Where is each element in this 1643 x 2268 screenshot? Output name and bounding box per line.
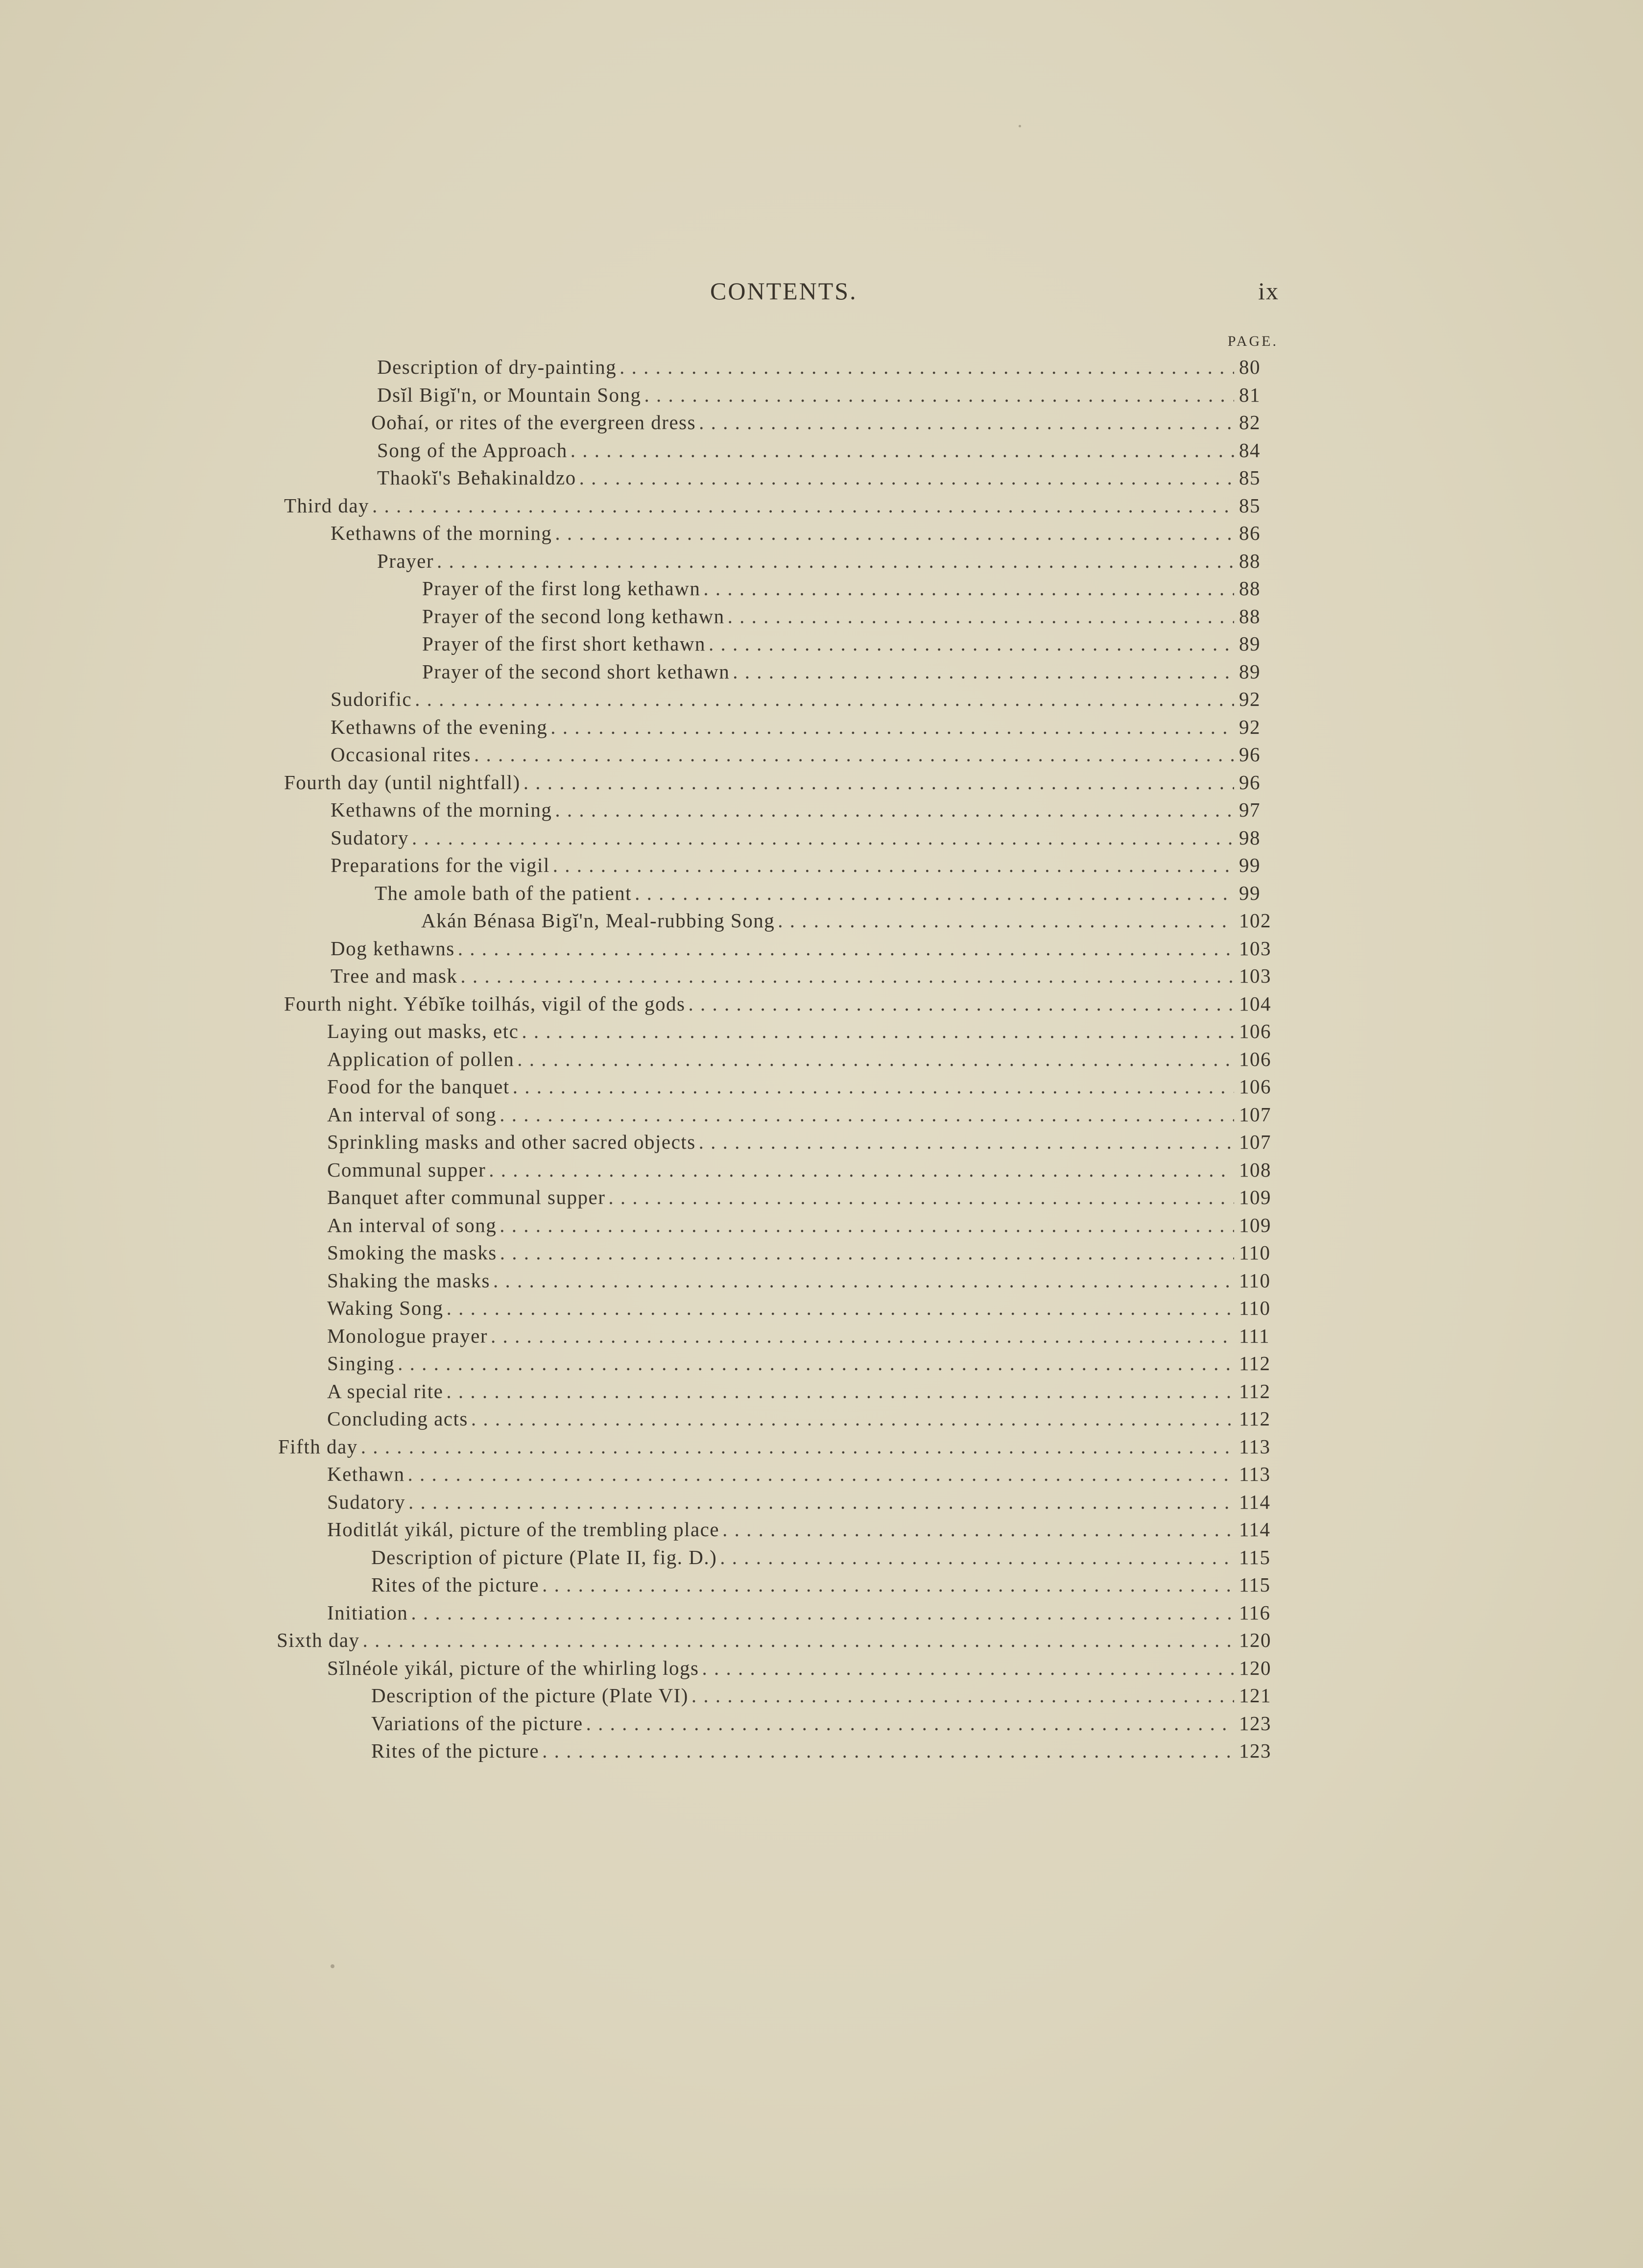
- dot-leader: [733, 660, 1234, 683]
- toc-entry: [375, 881, 1273, 909]
- toc-entry: [331, 937, 1273, 964]
- toc-entry-title: Banquet after communal supper: [327, 1186, 606, 1208]
- toc-entry: [277, 1628, 1273, 1656]
- toc-entry-title: Description of picture (Plate II, fig. D.): [371, 1546, 717, 1568]
- toc-entry: [422, 604, 1273, 632]
- toc-entry: [327, 1185, 1273, 1213]
- dot-leader: [447, 1296, 1234, 1320]
- dot-leader: [553, 853, 1234, 877]
- toc-entry-title: Dog kethawns: [331, 937, 455, 960]
- toc-entry: [327, 1241, 1273, 1268]
- toc-entry: [377, 549, 1273, 577]
- toc-entry-page: 112: [1239, 1352, 1271, 1375]
- toc-entry-page: 106: [1239, 1048, 1271, 1070]
- dot-leader: [579, 466, 1234, 489]
- toc-entry-page: 107: [1239, 1131, 1271, 1153]
- toc-entry: [331, 853, 1273, 881]
- toc-entry: [327, 1269, 1273, 1296]
- dot-leader: [408, 1490, 1234, 1514]
- toc-entry-title: Third day: [284, 494, 370, 517]
- toc-entry-title: An interval of song: [327, 1214, 497, 1236]
- toc-entry: [421, 909, 1273, 936]
- toc-entry-title: Prayer: [377, 550, 434, 572]
- dot-leader: [619, 355, 1234, 379]
- toc-entry-page: 121: [1239, 1684, 1271, 1707]
- dot-leader: [555, 798, 1234, 821]
- toc-entry: [377, 355, 1273, 383]
- toc-entry: [327, 1379, 1273, 1407]
- toc-entry-page: 123: [1239, 1739, 1271, 1762]
- toc-entry-title: Thaokĭ's Beħakinaldzo: [377, 466, 576, 489]
- toc-entry-title: Rites of the picture: [371, 1739, 540, 1762]
- toc-entry-page: 114: [1239, 1491, 1271, 1513]
- dot-leader: [471, 1407, 1234, 1430]
- toc-entry-page: 86: [1239, 522, 1261, 544]
- toc-entry-title: Sudatory: [331, 826, 409, 849]
- toc-entry: [327, 1103, 1273, 1130]
- toc-entry-page: 88: [1239, 577, 1261, 600]
- dot-leader: [372, 494, 1234, 517]
- dot-leader: [699, 1130, 1234, 1154]
- dot-leader: [720, 1545, 1234, 1569]
- dot-leader: [517, 1047, 1234, 1071]
- dot-leader: [437, 549, 1234, 573]
- toc-entry: [284, 494, 1273, 521]
- toc-entry-title: Akán Bénasa Bigĭ'n, Meal-rubbing Song: [421, 909, 775, 932]
- toc-entry-title: Occasional rites: [331, 743, 471, 766]
- toc-entry-title: Shaking the masks: [327, 1269, 490, 1292]
- toc-entry-title: Sprinkling masks and other sacred objects: [327, 1131, 696, 1153]
- toc-entry-page: 89: [1239, 660, 1261, 683]
- toc-entry: [327, 1324, 1273, 1351]
- dot-leader: [703, 577, 1234, 600]
- toc-entry: [377, 383, 1273, 410]
- paper-speck: [331, 1964, 334, 1968]
- dot-leader: [500, 1241, 1234, 1264]
- toc-entry: [327, 1490, 1273, 1518]
- toc-entry-page: 113: [1239, 1463, 1271, 1485]
- toc-entry-title: Laying out masks, etc: [327, 1020, 519, 1042]
- toc-entry-title: Sudatory: [327, 1491, 406, 1513]
- paper-speck: [1019, 125, 1021, 127]
- toc-entry-page: 108: [1239, 1158, 1271, 1181]
- running-title: CONTENTS.: [710, 277, 857, 305]
- toc-entry-page: 112: [1239, 1407, 1271, 1430]
- toc-entry-title: Smoking the masks: [327, 1241, 497, 1264]
- page-column-label: PAGE.: [1227, 333, 1278, 349]
- dot-leader: [778, 909, 1234, 932]
- dot-leader: [513, 1075, 1234, 1098]
- toc-entry: [331, 715, 1273, 743]
- dot-leader: [688, 992, 1234, 1015]
- toc-entry-page: 103: [1239, 965, 1271, 987]
- toc-entry: [377, 466, 1273, 493]
- dot-leader: [398, 1351, 1234, 1375]
- toc-entry-title: Tree and mask: [331, 965, 458, 987]
- toc-entry: [371, 1545, 1273, 1573]
- toc-entry: [331, 964, 1273, 991]
- dot-leader: [524, 771, 1234, 794]
- toc-entry-title: Monologue prayer: [327, 1325, 488, 1347]
- dot-leader: [458, 937, 1234, 960]
- dot-leader: [411, 1601, 1234, 1624]
- toc-entry: [327, 1296, 1273, 1324]
- toc-entry-page: 115: [1239, 1546, 1271, 1568]
- toc-entry-title: Prayer of the first short kethawn: [422, 632, 706, 655]
- toc-entry-title: Hoditlát yikál, picture of the trembling place: [327, 1518, 720, 1541]
- toc-entry-title: An interval of song: [327, 1103, 497, 1126]
- toc-entry: [327, 1047, 1273, 1075]
- dot-leader: [491, 1324, 1234, 1348]
- toc-entry-title: Description of the picture (Plate VI): [371, 1684, 689, 1707]
- toc-entry: [371, 1573, 1273, 1600]
- toc-entry-page: 113: [1239, 1435, 1271, 1458]
- toc-entry-page: 81: [1239, 384, 1261, 406]
- toc-entry-title: Prayer of the second short kethawn: [422, 660, 730, 683]
- toc-entry: [278, 1435, 1273, 1462]
- dot-leader: [489, 1158, 1234, 1182]
- toc-entry-title: Singing: [327, 1352, 395, 1375]
- toc-entry-page: 106: [1239, 1075, 1271, 1098]
- toc-entry-page: 96: [1239, 771, 1261, 794]
- toc-entry-title: Fourth day (until nightfall): [284, 771, 521, 794]
- toc-entry-title: Application of pollen: [327, 1048, 515, 1070]
- toc-entry-page: 80: [1239, 356, 1261, 378]
- dot-leader: [446, 1379, 1234, 1403]
- toc-entry-title: Kethawns of the evening: [331, 716, 548, 738]
- toc-entry-page: 123: [1239, 1712, 1271, 1735]
- toc-entry-title: Description of dry-painting: [377, 356, 617, 378]
- toc-entry-title: Dsĭl Bigĭ'n, or Mountain Song: [377, 384, 642, 406]
- dot-leader: [608, 1185, 1234, 1209]
- toc-entry-page: 82: [1239, 411, 1261, 434]
- dot-leader: [493, 1269, 1234, 1292]
- toc-entry-title: A special rite: [327, 1380, 444, 1402]
- toc-entry-page: 96: [1239, 743, 1261, 766]
- toc-entry-page: 110: [1239, 1241, 1271, 1264]
- toc-entry: [371, 1712, 1273, 1739]
- toc-entry-title: Kethawns of the morning: [331, 522, 552, 544]
- dot-leader: [500, 1103, 1234, 1126]
- toc-entry-page: 110: [1239, 1297, 1271, 1319]
- toc-entry-page: 89: [1239, 632, 1261, 655]
- dot-leader: [728, 604, 1234, 628]
- page-header: [264, 277, 1279, 311]
- toc-entry: [331, 521, 1273, 549]
- toc-entry-page: 92: [1239, 716, 1261, 738]
- toc-entry: [422, 577, 1273, 604]
- toc-entry-page: 85: [1239, 494, 1261, 517]
- toc-entry-page: 99: [1239, 854, 1261, 876]
- toc-entry-page: 92: [1239, 688, 1261, 710]
- toc-entry-page: 111: [1239, 1325, 1270, 1347]
- toc-entry-page: 120: [1239, 1629, 1271, 1651]
- toc-entry-title: Sixth day: [277, 1629, 360, 1651]
- toc-entry: [327, 1407, 1273, 1434]
- toc-entry-page: 103: [1239, 937, 1271, 960]
- toc-entry: [331, 798, 1273, 825]
- toc-entry-page: 104: [1239, 992, 1271, 1015]
- toc-entry-title: Ooħaí, or rites of the evergreen dress: [371, 411, 696, 434]
- dot-leader: [722, 1518, 1234, 1541]
- dot-leader: [474, 743, 1234, 766]
- dot-leader: [460, 964, 1234, 988]
- toc-entry-page: 120: [1239, 1657, 1271, 1679]
- toc-entry-title: Song of the Approach: [377, 439, 568, 461]
- toc-entry: [327, 1518, 1273, 1545]
- toc-entry: [422, 632, 1273, 659]
- dot-leader: [699, 410, 1234, 434]
- toc-entry-page: 109: [1239, 1214, 1271, 1236]
- toc-entry: [377, 438, 1273, 466]
- toc-entry: [371, 1739, 1273, 1766]
- toc-entry-page: 115: [1239, 1573, 1271, 1596]
- dot-leader: [415, 687, 1234, 711]
- toc-entry: [371, 410, 1273, 438]
- toc-entry-page: 112: [1239, 1380, 1271, 1402]
- dot-leader: [522, 1019, 1234, 1043]
- toc-entry: [327, 1462, 1273, 1490]
- toc-entry-page: 85: [1239, 466, 1261, 489]
- toc-entry: [422, 660, 1273, 687]
- toc-entry-title: Waking Song: [327, 1297, 444, 1319]
- toc-entry: [331, 743, 1273, 770]
- dot-leader: [500, 1213, 1234, 1237]
- toc-entry-title: Food for the banquet: [327, 1075, 510, 1098]
- toc-entry-page: 84: [1239, 439, 1261, 461]
- dot-leader: [644, 383, 1234, 407]
- dot-leader: [571, 438, 1234, 462]
- dot-leader: [709, 632, 1234, 655]
- toc-entry-page: 116: [1239, 1601, 1271, 1624]
- toc-entry-page: 106: [1239, 1020, 1271, 1042]
- dot-leader: [702, 1656, 1234, 1680]
- dot-leader: [412, 826, 1234, 849]
- dot-leader: [408, 1462, 1234, 1486]
- toc-entry: [327, 1158, 1273, 1185]
- dot-leader: [635, 881, 1234, 905]
- toc-entry-title: Communal supper: [327, 1158, 486, 1181]
- toc-entry-page: 109: [1239, 1186, 1271, 1208]
- page-number: ix: [1258, 277, 1279, 305]
- dot-leader: [542, 1573, 1234, 1596]
- dot-leader: [586, 1712, 1234, 1735]
- toc-entry-title: Concluding acts: [327, 1407, 468, 1430]
- dot-leader: [542, 1739, 1234, 1762]
- toc-entry: [331, 687, 1273, 715]
- toc-entry-title: Kethawns of the morning: [331, 798, 552, 821]
- toc-entry: [327, 1351, 1273, 1379]
- toc-entry-page: 97: [1239, 798, 1261, 821]
- toc-entry: [327, 1075, 1273, 1102]
- toc-entry: [371, 1684, 1273, 1711]
- dot-leader: [361, 1435, 1234, 1458]
- toc-entry-page: 107: [1239, 1103, 1271, 1126]
- toc-entry-title: Sĭlnéole yikál, picture of the whirling logs: [327, 1657, 699, 1679]
- toc-entry: [327, 1130, 1273, 1158]
- toc-entry-title: Rites of the picture: [371, 1573, 540, 1596]
- toc-entry-title: Kethawn: [327, 1463, 405, 1485]
- toc-entry: [327, 1019, 1273, 1047]
- toc-entry-title: Fifth day: [278, 1435, 358, 1458]
- toc-entry: [284, 771, 1273, 798]
- dot-leader: [691, 1684, 1234, 1707]
- toc-entry: [327, 1601, 1273, 1628]
- dot-leader: [363, 1628, 1234, 1652]
- dot-leader: [550, 715, 1234, 739]
- toc-entry-page: 110: [1239, 1269, 1271, 1292]
- toc-entry-title: Preparations for the vigil: [331, 854, 550, 876]
- toc-entry-page: 88: [1239, 550, 1261, 572]
- toc-entry: [327, 1656, 1273, 1684]
- toc-entry-title: The amole bath of the patient: [375, 882, 632, 904]
- toc-entry-title: Prayer of the first long kethawn: [422, 577, 701, 600]
- toc-entry: [327, 1213, 1273, 1241]
- toc-entry-page: 99: [1239, 882, 1261, 904]
- toc-entry-page: 102: [1239, 909, 1271, 932]
- toc-entry-title: Initiation: [327, 1601, 408, 1624]
- toc-entry-title: Prayer of the second long kethawn: [422, 605, 725, 627]
- toc-entry: [284, 992, 1273, 1019]
- dot-leader: [555, 521, 1234, 545]
- toc-entry-title: Fourth night. Yébĭke toilhás, vigil of the gods: [284, 992, 686, 1015]
- toc-entry: [331, 826, 1273, 853]
- toc-entry-page: 88: [1239, 605, 1261, 627]
- toc-entry-title: Variations of the picture: [371, 1712, 583, 1735]
- toc-entry-title: Sudorific: [331, 688, 412, 710]
- toc-entry-page: 98: [1239, 826, 1261, 849]
- toc-entry-page: 114: [1239, 1518, 1271, 1541]
